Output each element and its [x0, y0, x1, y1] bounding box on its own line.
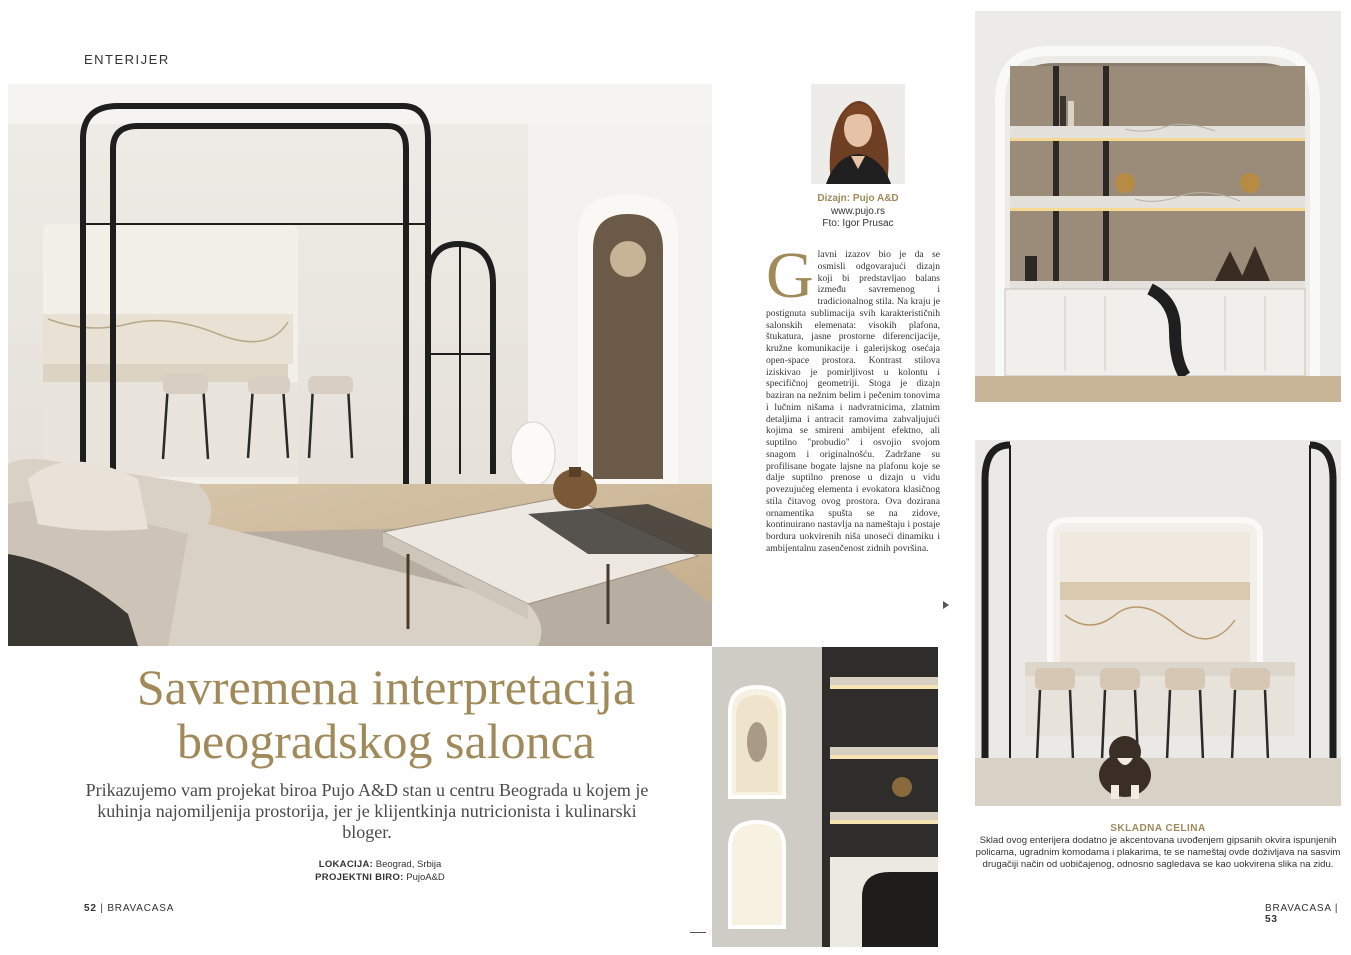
page-number-right: 53 [1265, 914, 1278, 925]
niche-lighting-photo [712, 647, 938, 947]
headline-line-1: Savremena interpretacija [136, 659, 636, 715]
location-label: LOKACIJA: [318, 859, 374, 870]
headline-line-2: beogradskog salonca [177, 713, 595, 769]
bureau-label: PROJEKTNI BIRO: [315, 872, 404, 883]
divider [690, 932, 706, 933]
magazine-name: BRAVACASA [107, 903, 175, 914]
photo-credit: Fto: Igor Prusac [822, 218, 894, 229]
designer-portrait [811, 84, 905, 184]
article-body [766, 239, 940, 555]
magazine-name: BRAVACASA [1265, 903, 1332, 914]
location-value: Beograd, Srbija [375, 859, 442, 870]
bureau-value: PujoA&D [406, 872, 445, 883]
designer-credit [780, 193, 936, 231]
lead-paragraph: Prikazujemo vam projekat biroa Pujo A&D stan u centru Beograda u kojem je kuhinja najomiljenija prostorija, jer je klijentkinja nutricionista i kulinarski bloger. [85, 780, 649, 842]
folio-separator: | [1334, 903, 1339, 914]
page-number-left: 52 [84, 903, 97, 914]
folio-right [1265, 903, 1351, 925]
caption-title: SKLADNA CELINA [1110, 823, 1206, 834]
designer-website: www.pujo.rs [831, 205, 885, 217]
main-interior-photo [8, 84, 712, 646]
drop-cap: G [766, 239, 814, 312]
arched-shelving-photo [975, 11, 1341, 402]
project-credits [220, 858, 540, 884]
kitchen-bulldog-photo [975, 440, 1341, 806]
folio-separator: | [100, 903, 104, 914]
folio-left [84, 903, 174, 914]
designer-name: Dizajn: Pujo A&D [817, 193, 899, 204]
article-headline [76, 660, 696, 768]
article-text: lavni izazov bio je da se osmisli odgovarajući dizajn koji bi predstavljao balans između savremenog i tradicionalnog stila. Na kraju je postignuta sublimacija svih karakterističnih salonskih elemenata: visokih plafona, štukatura, jasne prostorne diferencijacije, kružne komunikacije i galerijskog osećaja open-space prostora. Kontrast stilova iziskivao je pomirljivost u kolontu i specifičnoj geometriji. Stoga je dizajn baziran na nežnim belim i pečenim tonovima i lučnim nišama i nadvratnicima, zlatnim detaljima i antracit ramovima zahvaljujući kojima se smireni ambijent efektno, ali suptilno "probudio" i osvojio svojom snagom i originalnošću. Zadržane su profilisane bogate lajsne na plafonu koje se dalje suptilno prenose u dizajn u vidu povezujućeg elementa i evokatora klasičnog stila čitavog ovog prostora. Ova dozirana ornamentika spušta se na zidove, kontinuirano nastavlja na nameštaju i postaje bordura uokvirenih niša unoseći dinamiku i ambijentalnu zasenčenost zidnih površina. [766, 249, 940, 554]
article-end-mark-icon [943, 601, 949, 609]
caption-text: Sklad ovog enterijera dodatno je akcentovana uvođenjem gipsanih okvira ispunjenih policama, ugradnim komodama i plakarima, te se nameštaj ovde doživljava na sasvim drugačiji način od uobičajenog, odnosno sagledava se kao uokvirena slika na zidu. [975, 835, 1341, 870]
section-label: ENTERIJER [84, 52, 170, 67]
